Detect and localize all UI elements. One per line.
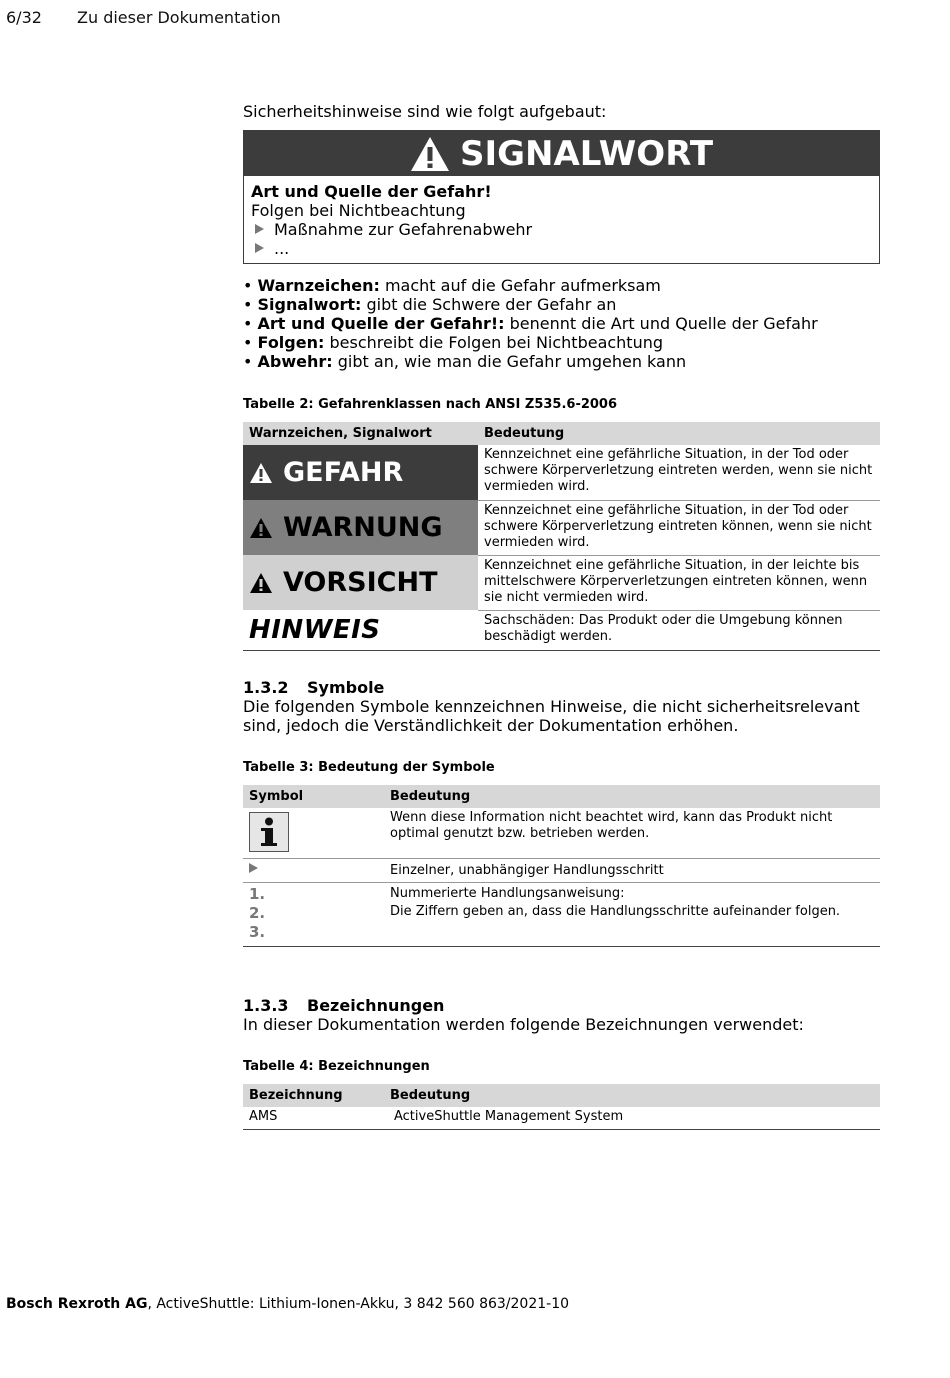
term-cell: AMS (243, 1107, 384, 1129)
terms-table (243, 1084, 880, 1130)
signal-warnung: WARNUNG (243, 500, 478, 555)
running-title: Zu dieser Dokumentation (77, 8, 281, 27)
numbered-steps-symbol: 1. 2. 3. (243, 883, 384, 947)
meaning-cell: Nummerierte Handlungsanweisung: Die Ziffern geben an, dass die Handlungsschritte aufeinander folgen. (384, 883, 880, 947)
meaning-cell: Sachschäden: Das Produkt oder die Umgebung können beschädigt werden. (478, 610, 880, 650)
list-item: • Signalwort: gibt die Schwere der Gefahr an (243, 295, 617, 314)
warning-triangle-icon (249, 462, 273, 484)
column-header: Bezeichnung (243, 1084, 384, 1107)
table-header-row (243, 785, 880, 808)
section-heading: 1.3.2 Symbole (243, 678, 385, 697)
section-text: In dieser Dokumentation werden folgende Bezeichnungen verwendet: (243, 1015, 804, 1034)
warning-triangle-icon (410, 136, 450, 172)
measure-item: ... (251, 239, 872, 258)
list-item: • Art und Quelle der Gefahr!: benennt die Art und Quelle der Gefahr (243, 314, 818, 333)
column-header: Bedeutung (384, 1084, 880, 1107)
table-row (243, 500, 880, 555)
table-row (243, 808, 880, 859)
table-row (243, 610, 880, 650)
warning-triangle-icon (249, 572, 273, 594)
table-row (243, 445, 880, 500)
meaning-cell: Kennzeichnet eine gefährliche Situation, in der Tod oder schwere Körperverletzung eintreten können, wenn sie nicht vermieden wird. (478, 500, 880, 555)
hazard-class-table (243, 422, 880, 651)
hazard-source: Art und Quelle der Gefahr! (251, 182, 492, 201)
signal-word-header (244, 131, 879, 176)
column-header: Warnzeichen, Signalwort (243, 422, 478, 445)
list-item: • Warnzeichen: macht auf die Gefahr aufmerksam (243, 276, 661, 295)
element-bullet-list (243, 276, 880, 371)
column-header: Bedeutung (384, 785, 880, 808)
step-arrow-icon (249, 863, 258, 873)
signal-vorsicht: VORSICHT (243, 555, 478, 610)
meaning-cell: Einzelner, unabhängiger Handlungsschritt (384, 859, 880, 883)
signal-gefahr: GEFAHR (243, 445, 478, 500)
page-footer: Bosch Rexroth AG, ActiveShuttle: Lithium-Ionen-Akku, 3 842 560 863/2021-10 (6, 1296, 570, 1312)
signal-hinweis: HINWEIS (243, 610, 478, 650)
signal-word-box (243, 130, 880, 264)
meaning-cell: Kennzeichnet eine gefährliche Situation, in der leichte bis mittelschwere Körperverletzungen eintreten können, wenn sie nicht vermieden wird. (478, 555, 880, 610)
list-item: • Folgen: beschreibt die Folgen bei Nichtbeachtung (243, 333, 664, 352)
table-header-row (243, 422, 880, 445)
table4-caption: Tabelle 4: Bezeichnungen (243, 1059, 430, 1074)
meaning-cell: Wenn diese Information nicht beachtet wird, kann das Produkt nicht optimal genutzt bzw. betrieben werden. (384, 808, 880, 859)
step-arrow-icon (255, 224, 264, 234)
signal-word: SIGNALWORT (459, 133, 714, 174)
warning-triangle-icon (249, 517, 273, 539)
table-header-row (243, 1084, 880, 1107)
page-number: 6/32 (6, 8, 42, 27)
intro-text: Sicherheitshinweise sind wie folgt aufgebaut: (243, 102, 607, 121)
table-row (243, 859, 880, 883)
list-item: • Abwehr: gibt an, wie man die Gefahr umgehen kann (243, 352, 687, 371)
hazard-consequence: Folgen bei Nichtbeachtung (251, 201, 466, 220)
table2-caption: Tabelle 2: Gefahrenklassen nach ANSI Z535.6-2006 (243, 397, 618, 412)
symbols-table (243, 785, 880, 947)
column-header: Symbol (243, 785, 384, 808)
meaning-cell: ActiveShuttle Management System (384, 1107, 880, 1129)
table-row (243, 1107, 880, 1129)
section-text: Die folgenden Symbole kennzeichnen Hinweise, die nicht sicherheitsrelevant sind, jedoch die Verständlichkeit der Dokumentation erhöhen. (243, 697, 860, 735)
table-row (243, 555, 880, 610)
section-heading: 1.3.3 Bezeichnungen (243, 996, 445, 1015)
table3-caption: Tabelle 3: Bedeutung der Symbole (243, 760, 495, 775)
table-row (243, 883, 880, 947)
meaning-cell: Kennzeichnet eine gefährliche Situation, in der Tod oder schwere Körperverletzung eintreten werden, wenn sie nicht vermieden wird. (478, 445, 880, 500)
info-icon (249, 812, 289, 852)
measure-item: Maßnahme zur Gefahrenabwehr (251, 220, 872, 239)
step-arrow-icon (255, 243, 264, 253)
column-header: Bedeutung (478, 422, 880, 445)
